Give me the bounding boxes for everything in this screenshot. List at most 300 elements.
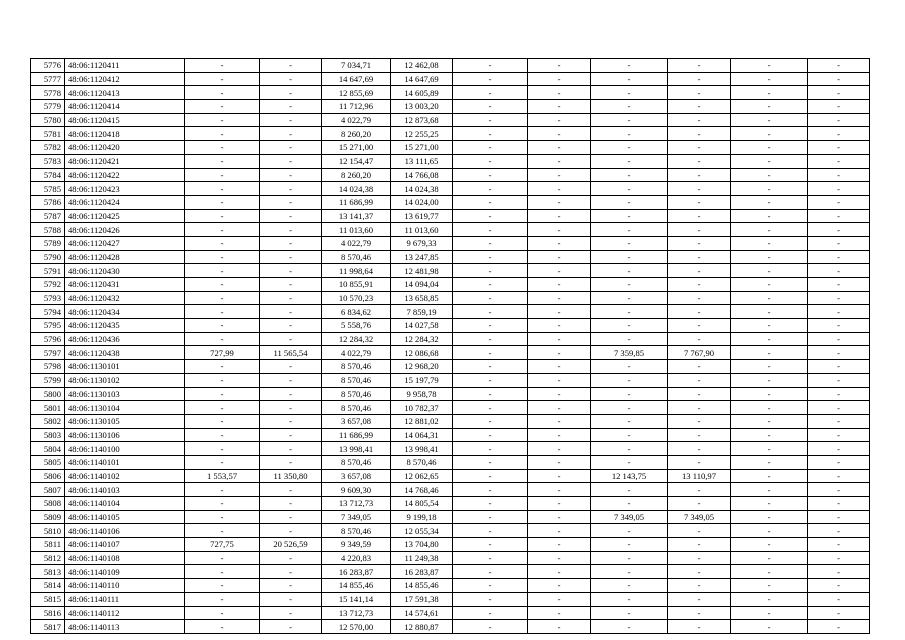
value-col-6-cell: 14 605,89	[391, 86, 453, 100]
value-col-4-cell: -	[260, 291, 322, 305]
cadastral-number-cell: 48:06:1140108	[65, 551, 185, 565]
value-col-12-cell: -	[808, 141, 870, 155]
value-col-4-cell: -	[260, 332, 322, 346]
value-col-7-cell: -	[453, 332, 528, 346]
value-col-10-cell: -	[668, 538, 731, 552]
value-col-9-cell: -	[591, 401, 668, 415]
value-col-12-cell: -	[808, 236, 870, 250]
value-col-4-cell: -	[260, 524, 322, 538]
value-col-3-cell: -	[185, 113, 260, 127]
value-col-3-cell: -	[185, 86, 260, 100]
value-col-9-cell: -	[591, 483, 668, 497]
value-col-7-cell: -	[453, 168, 528, 182]
value-col-9-cell: -	[591, 236, 668, 250]
row-number-cell: 5778	[31, 86, 65, 100]
value-col-3-cell: -	[185, 182, 260, 196]
value-col-6-cell: 14 768,46	[391, 483, 453, 497]
value-col-3-cell: -	[185, 483, 260, 497]
cadastral-number-cell: 48:06:1120420	[65, 141, 185, 155]
value-col-5-cell: 4 220,83	[322, 551, 391, 565]
value-col-11-cell: -	[731, 510, 808, 524]
value-col-5-cell: 8 570,46	[322, 360, 391, 374]
value-col-7-cell: -	[453, 373, 528, 387]
value-col-9-cell: -	[591, 209, 668, 223]
cadastral-number-cell: 48:06:1130104	[65, 401, 185, 415]
value-col-3-cell: -	[185, 401, 260, 415]
value-col-8-cell: -	[528, 182, 591, 196]
value-col-9-cell: -	[591, 538, 668, 552]
value-col-11-cell: -	[731, 524, 808, 538]
cadastral-number-cell: 48:06:1120435	[65, 319, 185, 333]
value-col-5-cell: 8 570,46	[322, 401, 391, 415]
value-col-9-cell: 7 349,05	[591, 510, 668, 524]
table-row	[31, 291, 870, 305]
value-col-4-cell: -	[260, 209, 322, 223]
value-col-8-cell: -	[528, 579, 591, 593]
value-col-5-cell: 13 998,41	[322, 442, 391, 456]
value-col-11-cell: -	[731, 469, 808, 483]
value-col-3-cell: -	[185, 291, 260, 305]
value-col-11-cell: -	[731, 278, 808, 292]
value-col-9-cell: -	[591, 620, 668, 634]
value-col-3-cell: -	[185, 332, 260, 346]
row-number-cell: 5777	[31, 72, 65, 86]
value-col-12-cell: -	[808, 182, 870, 196]
row-number-cell: 5811	[31, 538, 65, 552]
value-col-6-cell: 13 658,85	[391, 291, 453, 305]
value-col-4-cell: -	[260, 223, 322, 237]
value-col-3-cell: -	[185, 455, 260, 469]
value-col-11-cell: -	[731, 319, 808, 333]
value-col-11-cell: -	[731, 428, 808, 442]
cadastral-number-cell: 48:06:1130105	[65, 414, 185, 428]
value-col-6-cell: 12 881,02	[391, 414, 453, 428]
value-col-3-cell: -	[185, 264, 260, 278]
cadastral-number-cell: 48:06:1120418	[65, 127, 185, 141]
value-col-6-cell: 9 679,33	[391, 236, 453, 250]
value-col-12-cell: -	[808, 195, 870, 209]
value-col-10-cell: -	[668, 414, 731, 428]
value-col-7-cell: -	[453, 455, 528, 469]
value-col-9-cell: 12 143,75	[591, 469, 668, 483]
cadastral-number-cell: 48:06:1140101	[65, 455, 185, 469]
value-col-9-cell: -	[591, 592, 668, 606]
value-col-11-cell: -	[731, 72, 808, 86]
value-col-9-cell: -	[591, 565, 668, 579]
value-col-6-cell: 10 782,37	[391, 401, 453, 415]
table-row	[31, 538, 870, 552]
value-col-9-cell: -	[591, 305, 668, 319]
row-number-cell: 5800	[31, 387, 65, 401]
value-col-12-cell: -	[808, 127, 870, 141]
value-col-10-cell: 7 767,90	[668, 346, 731, 360]
value-col-4-cell: -	[260, 565, 322, 579]
value-col-12-cell: -	[808, 72, 870, 86]
cadastral-number-cell: 48:06:1140107	[65, 538, 185, 552]
table-row	[31, 579, 870, 593]
value-col-4-cell: -	[260, 387, 322, 401]
table-row	[31, 524, 870, 538]
value-col-4-cell: -	[260, 483, 322, 497]
value-col-7-cell: -	[453, 141, 528, 155]
value-col-9-cell: -	[591, 72, 668, 86]
value-col-8-cell: -	[528, 360, 591, 374]
value-col-11-cell: -	[731, 195, 808, 209]
value-col-9-cell: -	[591, 168, 668, 182]
value-col-12-cell: -	[808, 223, 870, 237]
value-col-11-cell: -	[731, 606, 808, 620]
cadastral-number-cell: 48:06:1120411	[65, 59, 185, 73]
value-col-11-cell: -	[731, 483, 808, 497]
value-col-9-cell: -	[591, 579, 668, 593]
value-col-6-cell: 12 462,08	[391, 59, 453, 73]
value-col-11-cell: -	[731, 209, 808, 223]
value-col-11-cell: -	[731, 113, 808, 127]
value-col-5-cell: 8 260,20	[322, 168, 391, 182]
value-col-4-cell: -	[260, 620, 322, 634]
value-col-5-cell: 4 022,79	[322, 346, 391, 360]
cadastral-number-cell: 48:06:1120432	[65, 291, 185, 305]
table-row	[31, 414, 870, 428]
value-col-8-cell: -	[528, 565, 591, 579]
value-col-4-cell: -	[260, 182, 322, 196]
value-col-4-cell: -	[260, 141, 322, 155]
value-col-3-cell: -	[185, 510, 260, 524]
value-col-4-cell: -	[260, 551, 322, 565]
value-col-10-cell: -	[668, 72, 731, 86]
cadastral-number-cell: 48:06:1140109	[65, 565, 185, 579]
value-col-10-cell: -	[668, 168, 731, 182]
value-col-11-cell: -	[731, 373, 808, 387]
value-col-6-cell: 11 249,38	[391, 551, 453, 565]
value-col-12-cell: -	[808, 305, 870, 319]
value-col-7-cell: -	[453, 59, 528, 73]
row-number-cell: 5790	[31, 250, 65, 264]
value-col-9-cell: -	[591, 387, 668, 401]
value-col-5-cell: 15 271,00	[322, 141, 391, 155]
value-col-12-cell: -	[808, 551, 870, 565]
value-col-8-cell: -	[528, 497, 591, 511]
value-col-12-cell: -	[808, 455, 870, 469]
value-col-10-cell: -	[668, 305, 731, 319]
value-col-7-cell: -	[453, 72, 528, 86]
table-row	[31, 469, 870, 483]
value-col-7-cell: -	[453, 428, 528, 442]
row-number-cell: 5806	[31, 469, 65, 483]
value-col-9-cell: -	[591, 127, 668, 141]
value-col-11-cell: -	[731, 168, 808, 182]
value-col-12-cell: -	[808, 332, 870, 346]
value-col-3-cell: -	[185, 100, 260, 114]
cadastral-number-cell: 48:06:1140106	[65, 524, 185, 538]
cadastral-number-cell: 48:06:1120413	[65, 86, 185, 100]
value-col-10-cell: -	[668, 127, 731, 141]
row-number-cell: 5785	[31, 182, 65, 196]
value-col-5-cell: 8 570,46	[322, 524, 391, 538]
cadastral-number-cell: 48:06:1130101	[65, 360, 185, 374]
value-col-3-cell: -	[185, 414, 260, 428]
value-col-6-cell: 14 024,00	[391, 195, 453, 209]
value-col-3-cell: -	[185, 606, 260, 620]
value-col-6-cell: 16 283,87	[391, 565, 453, 579]
table-row	[31, 278, 870, 292]
value-col-10-cell: -	[668, 236, 731, 250]
value-col-4-cell: -	[260, 250, 322, 264]
row-number-cell: 5782	[31, 141, 65, 155]
value-col-9-cell: -	[591, 195, 668, 209]
value-col-4-cell: -	[260, 100, 322, 114]
value-col-7-cell: -	[453, 278, 528, 292]
value-col-5-cell: 16 283,87	[322, 565, 391, 579]
value-col-6-cell: 13 998,41	[391, 442, 453, 456]
value-col-5-cell: 13 712,73	[322, 606, 391, 620]
value-col-3-cell: -	[185, 620, 260, 634]
value-col-5-cell: 8 260,20	[322, 127, 391, 141]
value-col-3-cell: -	[185, 127, 260, 141]
value-col-5-cell: 3 657,08	[322, 414, 391, 428]
value-col-10-cell: -	[668, 360, 731, 374]
value-col-7-cell: -	[453, 86, 528, 100]
cadastral-number-cell: 48:06:1120431	[65, 278, 185, 292]
value-col-9-cell: -	[591, 264, 668, 278]
cadastral-number-cell: 48:06:1120423	[65, 182, 185, 196]
value-col-10-cell: -	[668, 442, 731, 456]
value-col-4-cell: -	[260, 442, 322, 456]
value-col-5-cell: 11 998,64	[322, 264, 391, 278]
value-col-4-cell: -	[260, 305, 322, 319]
value-col-6-cell: 13 247,85	[391, 250, 453, 264]
value-col-3-cell: -	[185, 428, 260, 442]
value-col-8-cell: -	[528, 100, 591, 114]
row-number-cell: 5795	[31, 319, 65, 333]
cadastral-number-cell: 48:06:1140102	[65, 469, 185, 483]
row-number-cell: 5783	[31, 154, 65, 168]
value-col-8-cell: -	[528, 455, 591, 469]
row-number-cell: 5817	[31, 620, 65, 634]
value-col-7-cell: -	[453, 154, 528, 168]
cadastral-number-cell: 48:06:1140103	[65, 483, 185, 497]
value-col-3-cell: -	[185, 524, 260, 538]
value-col-8-cell: -	[528, 483, 591, 497]
value-col-12-cell: -	[808, 100, 870, 114]
value-col-3-cell: 727,99	[185, 346, 260, 360]
value-col-9-cell: -	[591, 428, 668, 442]
value-col-6-cell: 14 027,58	[391, 319, 453, 333]
value-col-12-cell: -	[808, 497, 870, 511]
value-col-8-cell: -	[528, 195, 591, 209]
cadastral-number-cell: 48:06:1120414	[65, 100, 185, 114]
value-col-4-cell: -	[260, 154, 322, 168]
value-col-6-cell: 7 859,19	[391, 305, 453, 319]
row-number-cell: 5803	[31, 428, 65, 442]
value-col-6-cell: 12 481,98	[391, 264, 453, 278]
row-number-cell: 5794	[31, 305, 65, 319]
value-col-10-cell: -	[668, 332, 731, 346]
value-col-3-cell: -	[185, 236, 260, 250]
cadastral-number-cell: 48:06:1120415	[65, 113, 185, 127]
value-col-8-cell: -	[528, 373, 591, 387]
value-col-5-cell: 8 570,46	[322, 387, 391, 401]
value-col-11-cell: -	[731, 291, 808, 305]
value-col-6-cell: 13 704,80	[391, 538, 453, 552]
table-row	[31, 100, 870, 114]
row-number-cell: 5798	[31, 360, 65, 374]
value-col-6-cell: 8 570,46	[391, 455, 453, 469]
value-col-4-cell: 11 565,54	[260, 346, 322, 360]
value-col-4-cell: -	[260, 579, 322, 593]
value-col-7-cell: -	[453, 113, 528, 127]
row-number-cell: 5813	[31, 565, 65, 579]
table-row	[31, 483, 870, 497]
row-number-cell: 5799	[31, 373, 65, 387]
value-col-10-cell: -	[668, 565, 731, 579]
value-col-3-cell: 727,75	[185, 538, 260, 552]
value-col-10-cell: -	[668, 278, 731, 292]
value-col-10-cell: -	[668, 86, 731, 100]
value-col-6-cell: 11 013,60	[391, 223, 453, 237]
value-col-6-cell: 9 958,78	[391, 387, 453, 401]
value-col-9-cell: -	[591, 455, 668, 469]
value-col-4-cell: -	[260, 278, 322, 292]
value-col-8-cell: -	[528, 209, 591, 223]
value-col-7-cell: -	[453, 579, 528, 593]
cadastral-number-cell: 48:06:1130103	[65, 387, 185, 401]
cadastral-number-cell: 48:06:1140105	[65, 510, 185, 524]
value-col-10-cell: -	[668, 497, 731, 511]
value-col-11-cell: -	[731, 551, 808, 565]
value-col-11-cell: -	[731, 620, 808, 634]
value-col-5-cell: 12 855,69	[322, 86, 391, 100]
value-col-6-cell: 12 968,20	[391, 360, 453, 374]
value-col-12-cell: -	[808, 592, 870, 606]
value-col-10-cell: -	[668, 401, 731, 415]
value-col-10-cell: -	[668, 195, 731, 209]
value-col-8-cell: -	[528, 278, 591, 292]
value-col-11-cell: -	[731, 250, 808, 264]
value-col-3-cell: -	[185, 442, 260, 456]
table-row	[31, 59, 870, 73]
value-col-8-cell: -	[528, 127, 591, 141]
value-col-6-cell: 13 111,65	[391, 154, 453, 168]
value-col-10-cell: -	[668, 59, 731, 73]
value-col-11-cell: -	[731, 332, 808, 346]
value-col-8-cell: -	[528, 387, 591, 401]
value-col-7-cell: -	[453, 291, 528, 305]
value-col-8-cell: -	[528, 592, 591, 606]
value-col-5-cell: 7 349,05	[322, 510, 391, 524]
value-col-10-cell: -	[668, 524, 731, 538]
table-body	[31, 59, 870, 634]
value-col-3-cell: -	[185, 72, 260, 86]
value-col-10-cell: -	[668, 291, 731, 305]
value-col-12-cell: -	[808, 483, 870, 497]
value-col-8-cell: -	[528, 510, 591, 524]
value-col-5-cell: 14 024,38	[322, 182, 391, 196]
value-col-7-cell: -	[453, 442, 528, 456]
value-col-7-cell: -	[453, 469, 528, 483]
value-col-11-cell: -	[731, 305, 808, 319]
value-col-7-cell: -	[453, 346, 528, 360]
value-col-7-cell: -	[453, 182, 528, 196]
value-col-10-cell: -	[668, 606, 731, 620]
value-col-3-cell: -	[185, 360, 260, 374]
value-col-12-cell: -	[808, 113, 870, 127]
value-col-11-cell: -	[731, 264, 808, 278]
value-col-10-cell: -	[668, 455, 731, 469]
value-col-12-cell: -	[808, 278, 870, 292]
value-col-10-cell: -	[668, 551, 731, 565]
value-col-7-cell: -	[453, 497, 528, 511]
value-col-9-cell: -	[591, 59, 668, 73]
value-col-8-cell: -	[528, 236, 591, 250]
value-col-8-cell: -	[528, 154, 591, 168]
row-number-cell: 5807	[31, 483, 65, 497]
value-col-11-cell: -	[731, 236, 808, 250]
row-number-cell: 5810	[31, 524, 65, 538]
value-col-3-cell: -	[185, 154, 260, 168]
value-col-3-cell: 1 553,57	[185, 469, 260, 483]
value-col-4-cell: -	[260, 72, 322, 86]
value-col-12-cell: -	[808, 319, 870, 333]
value-col-9-cell: -	[591, 86, 668, 100]
value-col-5-cell: 13 712,73	[322, 497, 391, 511]
table-row	[31, 497, 870, 511]
value-col-6-cell: 15 197,79	[391, 373, 453, 387]
value-col-3-cell: -	[185, 195, 260, 209]
value-col-8-cell: -	[528, 551, 591, 565]
cadastral-number-cell: 48:06:1140111	[65, 592, 185, 606]
value-col-9-cell: -	[591, 332, 668, 346]
value-col-7-cell: -	[453, 620, 528, 634]
value-col-10-cell: -	[668, 592, 731, 606]
value-col-5-cell: 12 570,00	[322, 620, 391, 634]
row-number-cell: 5816	[31, 606, 65, 620]
value-col-6-cell: 14 024,38	[391, 182, 453, 196]
value-col-3-cell: -	[185, 250, 260, 264]
value-col-11-cell: -	[731, 100, 808, 114]
value-col-5-cell: 10 855,91	[322, 278, 391, 292]
value-col-3-cell: -	[185, 551, 260, 565]
value-col-6-cell: 9 199,18	[391, 510, 453, 524]
table-row	[31, 305, 870, 319]
value-col-11-cell: -	[731, 154, 808, 168]
value-col-6-cell: 12 062,65	[391, 469, 453, 483]
value-col-6-cell: 12 284,32	[391, 332, 453, 346]
cadastral-number-cell: 48:06:1120427	[65, 236, 185, 250]
value-col-6-cell: 12 055,34	[391, 524, 453, 538]
table-row	[31, 72, 870, 86]
value-col-8-cell: -	[528, 414, 591, 428]
value-col-8-cell: -	[528, 620, 591, 634]
value-col-8-cell: -	[528, 250, 591, 264]
row-number-cell: 5808	[31, 497, 65, 511]
value-col-5-cell: 4 022,79	[322, 113, 391, 127]
row-number-cell: 5815	[31, 592, 65, 606]
cadastral-number-cell: 48:06:1120424	[65, 195, 185, 209]
value-col-9-cell: -	[591, 141, 668, 155]
value-col-12-cell: -	[808, 524, 870, 538]
value-col-11-cell: -	[731, 442, 808, 456]
table-row	[31, 154, 870, 168]
value-col-9-cell: -	[591, 182, 668, 196]
value-col-8-cell: -	[528, 168, 591, 182]
row-number-cell: 5801	[31, 401, 65, 415]
value-col-12-cell: -	[808, 510, 870, 524]
value-col-6-cell: 15 271,00	[391, 141, 453, 155]
table-row	[31, 455, 870, 469]
value-col-4-cell: -	[260, 428, 322, 442]
value-col-7-cell: -	[453, 195, 528, 209]
